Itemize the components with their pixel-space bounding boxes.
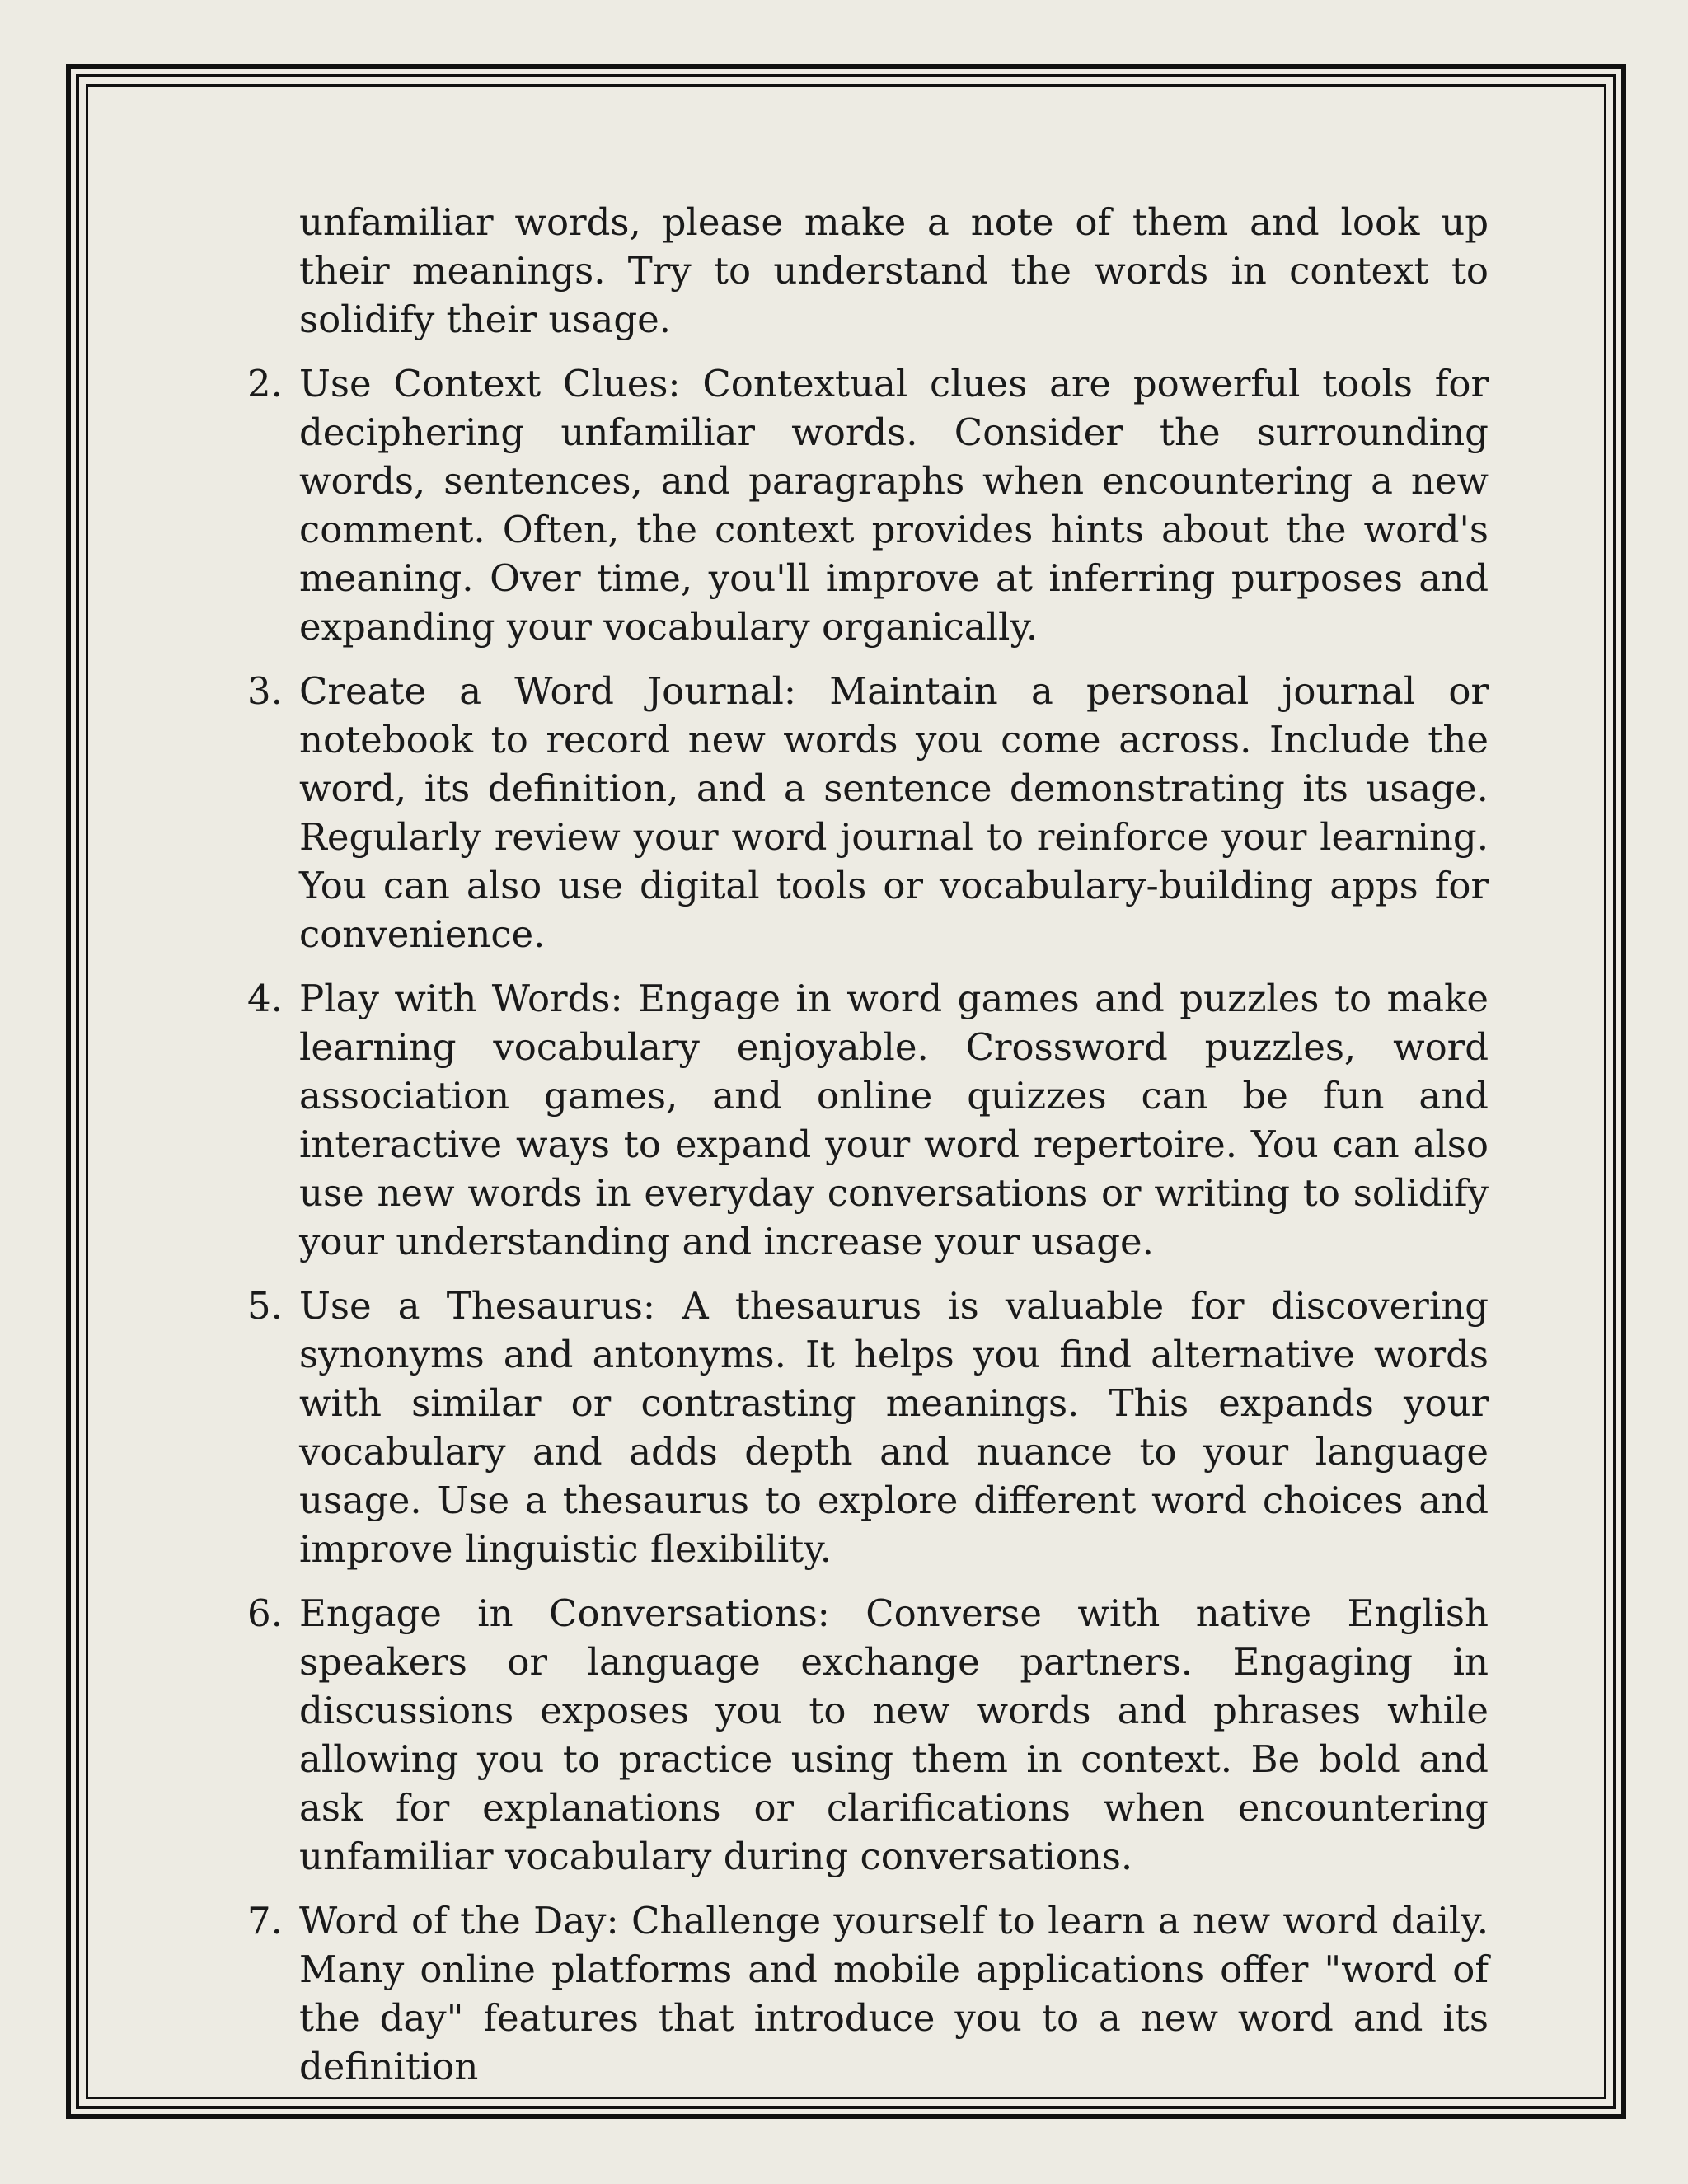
list-item-text: Engage in Conversations: Converse with native English speakers or language exchange partners. Engaging in discussions exposes you to new words and phrases while allowing you to practice using them in context. Be bold and ask for explanations or clarifications when encountering unfamiliar vocabulary during conversations. <box>299 1591 1489 1878</box>
list-item-text: Word of the Day: Challenge yourself to learn a new word daily. Many online platforms and mobile applications offer "word of the day" features that introduce you to a new word and its definition <box>299 1899 1489 2088</box>
list-item-text: Use a Thesaurus: A thesaurus is valuable for discovering synonyms and antonyms. It helps you find alternative words with similar or contrasting meanings. This expands your vocabulary and adds depth and nuance to your language usage. Use a thesaurus to explore different word choices and improve linguistic flexibility. <box>299 1284 1489 1571</box>
list-item <box>247 1589 1489 1881</box>
list-item-text: Create a Word Journal: Maintain a personal journal or notebook to record new words you come across. Include the word, its definition, and a sentence demonstrating its usage. Regularly review your word journal to reinforce your learning. You can also use digital tools or vocabulary-building apps for convenience. <box>299 669 1489 956</box>
list-item <box>247 974 1489 1266</box>
continuation-paragraph <box>247 198 1489 344</box>
document-body <box>247 198 1489 2107</box>
list-item-number: 6. <box>247 1591 283 1635</box>
list-item-number: 4. <box>247 977 283 1020</box>
list-item <box>247 1282 1489 1573</box>
list-item-number: 2. <box>247 362 283 405</box>
continuation-text: unfamiliar words, please make a note of them and look up their meanings. Try to understand the words in context to solidify their usage. <box>299 200 1489 341</box>
list-item <box>247 359 1489 651</box>
list-item-text: Use Context Clues: Contextual clues are powerful tools for deciphering unfamiliar words. Consider the surrounding words, sentences, and paragraphs when encountering a new comment. Often, the context provides hints about the word's meaning. Over time, you'll improve at inferring purposes and expanding your vocabulary organically. <box>299 362 1489 649</box>
list-item <box>247 1896 1489 2091</box>
list-item <box>247 667 1489 958</box>
list-item-number: 7. <box>247 1899 283 1943</box>
list-item-number: 5. <box>247 1284 283 1328</box>
list-item-number: 3. <box>247 669 283 713</box>
list-item-text: Play with Words: Engage in word games and puzzles to make learning vocabulary enjoyable. Crossword puzzles, word association games, and online quizzes can be fun and interactive ways to expand your word repertoire. You can also use new words in everyday conversations or writing to solidify your understanding and increase your usage. <box>299 977 1489 1263</box>
